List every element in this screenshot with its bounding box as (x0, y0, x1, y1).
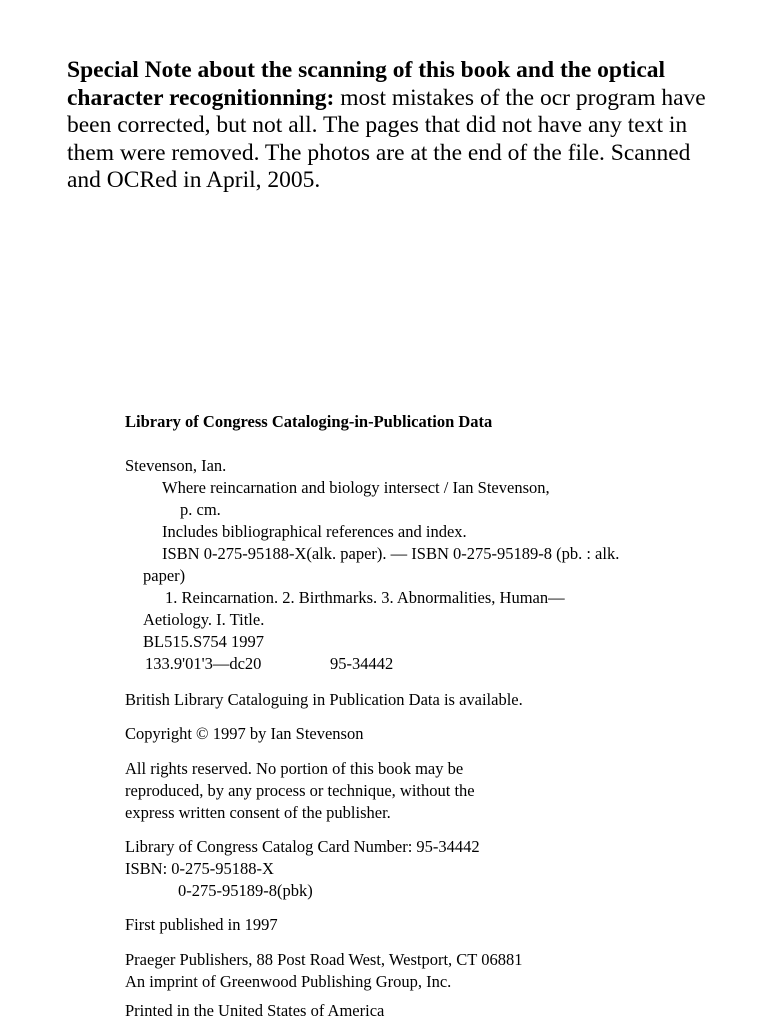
cip-dewey-number: 95-34442 (330, 654, 394, 673)
copyright-line: Copyright © 1997 by Ian Stevenson (125, 724, 364, 743)
rights-line: All rights reserved. No portion of this book may be (125, 759, 464, 778)
scan-note (67, 57, 717, 195)
cip-subjects-1: 1. Reincarnation. 2. Birthmarks. 3. Abnormalities, Human— (165, 588, 565, 607)
scan-note-text: most mistakes of the ocr program have been corrected, but not all. The pages that did not have any text in them were removed. The photos are at the end of the file. Scanned and OCRed in April, 2005. (67, 84, 706, 193)
first-published: First published in 1997 (125, 915, 278, 934)
cip-subjects-2: Aetiology. I. Title. (143, 610, 265, 629)
publisher-line: An imprint of Greenwood Publishing Group, Inc. (125, 972, 452, 991)
isbn-hardcover: ISBN: 0-275-95188-X (125, 859, 274, 878)
cip-paper: paper) (143, 566, 186, 585)
cip-isbn-line: ISBN 0-275-95188-X(alk. paper). — ISBN 0-275-95189-8 (pb. : alk. (162, 544, 620, 563)
printed-in: Printed in the United States of America (125, 1001, 385, 1020)
cip-pcm: p. cm. (180, 500, 221, 519)
cip-dewey: 133.9'01'3—dc20 (145, 654, 262, 673)
rights-line: reproduced, by any process or technique, without the (125, 781, 475, 800)
cip-heading: Library of Congress Cataloging-in-Publication Data (125, 412, 493, 431)
cip-author: Stevenson, Ian. (125, 456, 227, 475)
cip-lc-class: BL515.S754 1997 (143, 632, 265, 651)
rights-line: express written consent of the publisher. (125, 803, 391, 822)
publisher-line: Praeger Publishers, 88 Post Road West, Westport, CT 06881 (125, 950, 523, 969)
british-library-note: British Library Cataloguing in Publication Data is available. (125, 690, 523, 709)
isbn-paperback: 0-275-95189-8(pbk) (178, 881, 313, 900)
cip-title-line: Where reincarnation and biology intersect / Ian Stevenson, (162, 478, 550, 497)
scan-note-bold: Special Note about the scanning of this book and the optical character recognitionning: (67, 57, 666, 111)
cip-includes: Includes bibliographical references and index. (162, 522, 467, 541)
catalog-card-number: Library of Congress Catalog Card Number: 95-34442 (125, 837, 480, 856)
